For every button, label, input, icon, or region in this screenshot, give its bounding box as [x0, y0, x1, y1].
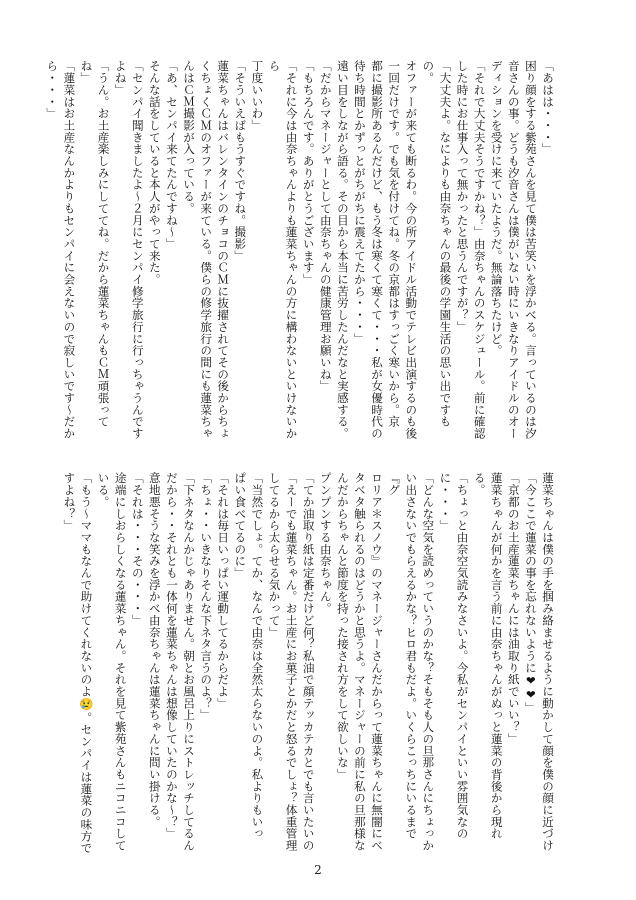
text-line: 途端にしおらしくなる蓮菜ちゃん。それを見て紫苑さんもニコニコして — [113, 472, 128, 852]
text-line: した時にお仕事入って無かったと思うんですが？」 — [455, 60, 470, 333]
text-line: くちょくＣＭのオファーが来ている。僕らの修学旅行の間にも蓮菜ちゃ — [199, 60, 214, 440]
text-line: 「てか油取り紙は定番だけど何？私油で顔テッカテカとでも言いたいの — [301, 472, 316, 852]
text-line: 「そういえばもうすぐですね。撮影」 — [233, 60, 248, 262]
text-line: ぱい食べてるのに」 — [233, 472, 248, 579]
text-line: んはＣＭ撮影が入っている。 — [182, 60, 197, 215]
text-line: 「センパイ聞きましたよ～２月にセンパイ修学旅行に行っちゃうんです — [130, 60, 145, 440]
text-line: 「それは・・・その・・・」 — [130, 472, 145, 627]
text-line: オファーが来ても断るわ。今の所アイドル活動でテレビ出演するのも後 — [404, 60, 419, 440]
text-line: 待ち時間とかずっとがちがちに震えてたから・・・」 — [352, 60, 367, 345]
text-line: タベタ触られるのはどうかと思うよ。マネージャーの前に私の旦那様な — [352, 472, 367, 852]
text-line: 音さんの事。どうも汐音さんは僕がいない時にいきなりアイドルのオー — [506, 60, 521, 440]
text-line: 「それで大丈夫そうですかね？」由奈ちゃんのスケジュール。前に確認 — [472, 60, 487, 440]
text-line: 「だからマネージャーとして由奈ちゃんの健康管理お願いね」 — [318, 60, 333, 392]
text-line: よね」 — [113, 60, 128, 96]
text-line: すよね？」 — [62, 472, 77, 532]
text-line: 「うん。お土産楽しみにしててね。だから蓮菜ちゃんもＣＭ頑張ってね」 — [79, 60, 111, 428]
text-line: ロリア＊スノウ』のマネージャーさんだからって蓮菜ちゃんに無闇にベ — [370, 472, 385, 852]
text-line: んだからちゃんと節度を持った接され方をして欲しいな」 — [335, 472, 350, 781]
text-line: 「あはは・・・」 — [541, 60, 555, 155]
text-line: い出さないでもらえるかな？ヒロ君もだよ。いくらこっちにいるまで『グ — [387, 472, 419, 840]
text-line: 「もちろんです。ありがとうございます」 — [301, 60, 316, 286]
text-line: 「蓮菜はお土産なんかよりもセンパイに会えないので寂しいです～だか — [62, 60, 77, 440]
text-line: いる。 — [96, 472, 111, 508]
text-line: 「えーでも蓮菜ちゃん。お土産にお菓子とかだと怒るでしょ？体重管理 — [284, 472, 299, 852]
text-line: 「ちょっと由奈空気読みなさいよ。今私がセンパイといい雰囲気なの — [455, 472, 470, 840]
text-line: 「あ、センパイ来てたんですね～」 — [164, 60, 179, 250]
text-line: 「どんな空気を読めっていうのかな？そもそも人の旦那さんにちょっか — [421, 472, 436, 852]
text-line: 丁度いいわ」 — [250, 60, 265, 132]
text-line: 「大丈夫よ。なによりも由奈ちゃんの最後の学園生活の思い出ですもの。 — [421, 60, 453, 428]
text-line: 遠い目をしながら語る。その目から本当に苦労したんだなと実感する。 — [335, 60, 350, 440]
text-line: 「ちょ・・いきなりそんな下ネタ言うのよ？」 — [199, 472, 214, 721]
text-line: 「それに今は由奈ちゃんよりも蓮菜ちゃんの方に構わないといけないから — [267, 60, 299, 440]
text-line: だから・・それとも一体何を蓮菜ちゃんは想像していたのかな～？」 — [164, 472, 179, 840]
text-line: に・・・」 — [438, 472, 453, 532]
text-line: 困り顔をする紫苑さんを見て僕は苦笑いを浮かべる。言っているのは汐 — [523, 60, 538, 440]
text-line: ディションを受けに来ていたようだ。無論落ちたけど。 — [489, 60, 504, 357]
text-line: ら・・・」 — [45, 60, 60, 120]
text-line: 「それは毎日いっぱい運動してるからだよ」 — [216, 472, 231, 709]
page-number: 2 — [314, 863, 322, 877]
text-line: 一回だけです。でも気を付けてね。冬の京都はすっごく寒いから。京 — [387, 60, 402, 428]
text-line: そんな話をしていると本人がやって来た。 — [147, 60, 162, 286]
text-line: 「今ここで蓮菜の事を忘れないように❤❤」 — [523, 472, 538, 714]
text-line: 蓮菜ちゃんが何かを言う前に由奈ちゃんがぬっと蓮菜の背後から現れる。 — [472, 472, 504, 840]
text-line: 都に撮影所あるんだけど、もう冬は寒くて寒くて・・・私が女優時代の — [370, 60, 385, 440]
text-line: 蓮菜ちゃんはバレンタインのチョコのＣＭに抜擢されてその後からちょ — [216, 60, 231, 440]
text-line: 意地悪そうな笑みを浮かべ由奈ちゃんは蓮菜ちゃんに問い掛ける。 — [147, 472, 162, 828]
upper-text-block — [45, 60, 556, 444]
text-line: プンプンする由奈ちゃん。 — [318, 472, 333, 615]
text-line: 蓮菜ちゃんは僕の手を掴み絡ませるように動かして顔を僕の顔に近づけ — [541, 472, 555, 852]
text-line: 「下ネタなんかじゃありません。朝とお風呂上りにストレッチしてるん — [182, 472, 197, 852]
lower-text-block — [62, 472, 556, 856]
text-line: 「もう～ママもなんで助けてくれないのよ😢。センパイは蓮菜の味方で — [79, 472, 94, 854]
text-line: 「京都のお土産蓮菜ちゃんには油取り紙でいい？」 — [506, 472, 521, 745]
text-line: 「当然でしょ。てか、なんで由奈は全然太らないのよ。私よりもいっ — [250, 472, 265, 840]
text-line: してるから太らせる気かって」 — [267, 472, 282, 638]
